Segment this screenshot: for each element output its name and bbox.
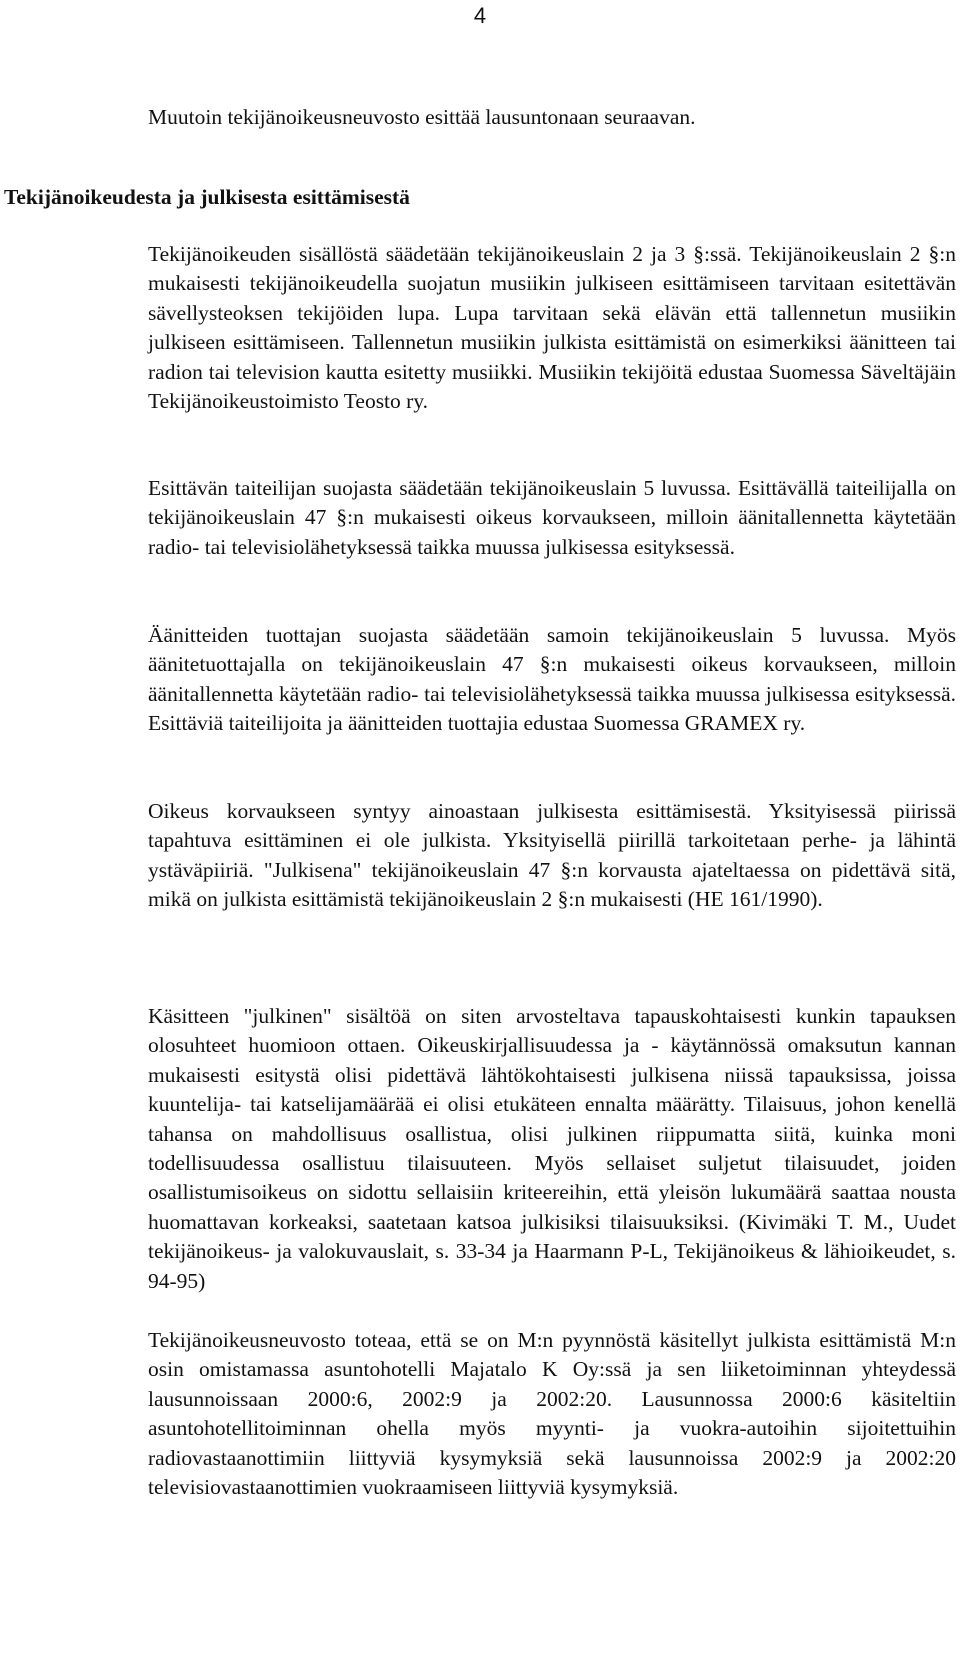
paragraph-copyright-content: Tekijänoikeuden sisällöstä säädetään tekijänoikeuslain 2 ja 3 §:ssä. Tekijänoikeuslain 2 §:n mukaisesti tekijänoikeudella suojatun musiikin julkiseen esittämiseen tarvitaan esitettävän sävellysteoksen tekijöiden lupa. Lupa tarvitaan sekä elävän että tallennetun musiikin julkiseen esittämiseen. Tallennetun musiikin julkista esittämistä on esimerkiksi äänitteen tai radion tai television kautta esitetty musiikki. Musiikin tekijöitä edustaa Suomessa Säveltäjäin Tekijänoikeustoimisto Teosto ry. xyxy=(148,242,956,414)
paragraph-producer-protection: Äänitteiden tuottajan suojasta säädetään samoin tekijänoikeuslain 5 luvussa. Myös äänitetuottajalla on tekijänoikeuslain 47 §:n mukaisesti oikeus korvaukseen, milloin äänitallennetta käytetään radio- tai televisiolähetyksessä taikka muussa julkisessa esityksessä. Esittäviä taiteilijoita ja äänitteiden tuottajia edustaa Suomessa GRAMEX ry. xyxy=(148,623,956,736)
intro-paragraph: Muutoin tekijänoikeusneuvosto esittää lausuntonaan seuraavan. xyxy=(148,105,696,129)
section-heading: Tekijänoikeudesta ja julkisesta esittämisestä xyxy=(4,185,410,209)
paragraph-public-performance: Oikeus korvaukseen syntyy ainoastaan julkisesta esittämisestä. Yksityisessä piirissä tapahtuva esittäminen ei ole julkista. Yksityisellä piirillä tarkoitetaan perhe- ja lähintä ystäväpiiriä. "Julkisena" tekijänoikeuslain 47 §:n korvausta ajateltaessa on pidettävä sitä, mikä on julkista esittämistä tekijänoikeuslain 2 §:n mukaisesti (HE 161/1990). xyxy=(148,799,956,912)
page-number: 4 xyxy=(473,3,487,28)
paragraph-public-concept: Käsitteen "julkinen" sisältöä on siten arvosteltava tapauskohtaisesti kunkin tapauksen olosuhteet huomioon ottaen. Oikeuskirjallisuudessa ja - käytännössä omaksutun kannan mukaisesti esitystä olisi pidettävä lähtökohtaisesti julkisena niissä tapauksissa, joissa kuuntelija- tai katselijamäärää ei olisi etukäteen ennalta määrätty. Tilaisuus, johon kenellä tahansa on mahdollisuus osallistua, olisi julkinen riippumatta siitä, kuinka moni todellisuudessa osallistuu tilaisuuteen. Myös sellaiset suljetut tilaisuudet, joiden osallistumisoikeus on sidottu sellaisiin kriteereihin, että yleisön lukumäärä saattaa nousta huomattavan korkeaksi, saatetaan katsoa julkisiksi tilaisuuksiksi. (Kivimäki T. M., Uudet tekijänoikeus- ja valokuvauslait, s. 33-34 ja Haarmann P-L, Tekijänoikeus & lähioikeudet, s. 94-95) xyxy=(148,1004,956,1293)
paragraph-council-statements: Tekijänoikeusneuvosto toteaa, että se on M:n pyynnöstä käsitellyt julkista esittämistä M:n osin omistamassa asuntohotelli Majatalo K Oy:ssä ja sen liiketoiminnan yhteydessä lausunnoissaan 2000:6, 2002:9 ja 2002:20. Lausunnossa 2000:6 käsiteltiin asuntohotellitoiminnan ohella myös myynti- ja vuokra-autoihin sijoitettuihin radiovastaanottimiin liittyviä kysymyksiä sekä lausunnoissa 2002:9 ja 2002:20 televisiovastaanottimien vuokraamiseen liittyviä kysymyksiä. xyxy=(148,1328,956,1500)
paragraph-performer-protection: Esittävän taiteilijan suojasta säädetään tekijänoikeuslain 5 luvussa. Esittävällä taiteilijalla on tekijänoikeuslain 47 §:n mukaisesti oikeus korvaukseen, milloin äänitallennetta käytetään radio- tai televisiolähetyksessä taikka muussa julkisessa esityksessä. xyxy=(148,476,956,559)
